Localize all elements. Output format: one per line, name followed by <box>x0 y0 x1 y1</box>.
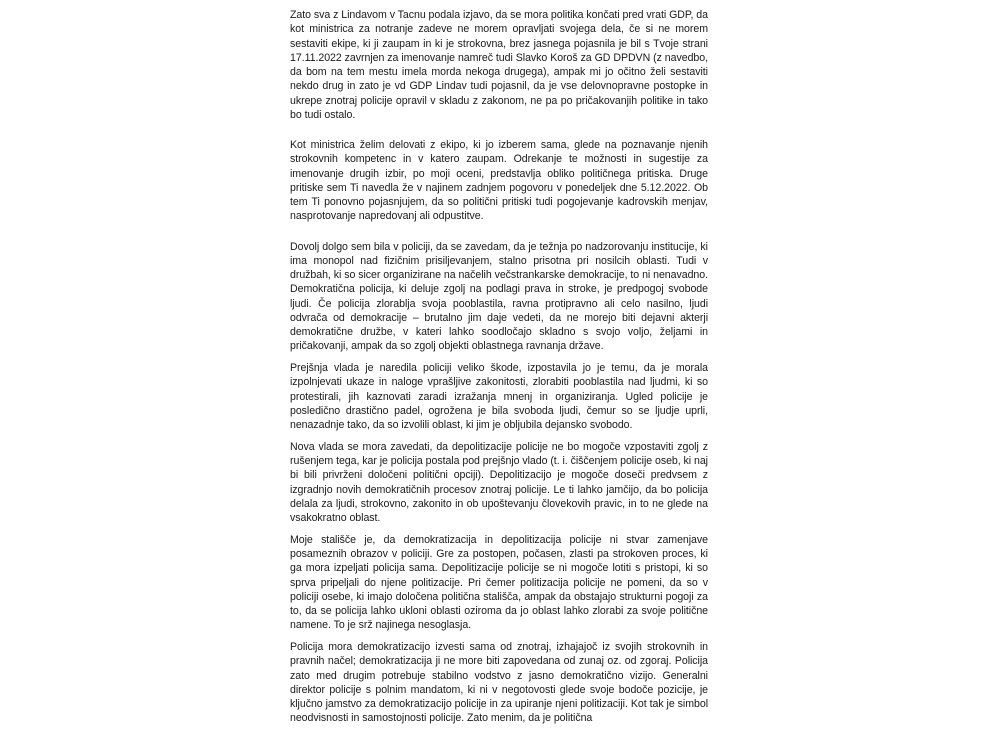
paragraph-5: Nova vlada se mora zavedati, da depolitizacije policije ne bo mogoče vzpostaviti zgolj z rušenjem tega, kar je policija postala pod prejšnjo vlado (t. i. čiščenjem policije oseb, ki naj bi bili privrženi določeni politični opciji). Depolitizacijo je mogoče doseči predvsem z izgradnjo novih demokratičnih procesov znotraj policije. Le ti lahko jamčijo, da bo policija delala za ljudi, strokovno, zakonito in ob upoštevanju človekovih pravic, in to ne glede na vsakokratno oblast. <box>290 440 708 524</box>
letter-body <box>290 8 708 733</box>
paragraph-1: Zato sva z Lindavom v Tacnu podala izjavo, da se mora politika končati pred vrati GDP, da kot ministrica za notranje zadeve ne morem opravljati svojega dela, če si ne morem sestaviti ekipe, ki ji zaupam in ki je strokovna, brez jasnega pojasnila je bil s Tvoje strani 17.11.2022 zavrnjen za imenovanje namreč tudi Slavko Koroš za GD DPDVN (z navedbo, da bom na tem mestu imela morda nekoga drugega), ampak mi jo očitno želi sestaviti nekdo drug in zato je vd GDP Lindav tudi pojasnil, da je vse delovnopravne postopke in ukrepe znotraj policije opravil v skladu z zakonom, ne pa po pričakovanjih politike in tako bo tudi ostalo. <box>290 9 708 121</box>
paragraph-3: Dovolj dolgo sem bila v policiji, da se zavedam, da je težnja po nadzorovanju institucije, ki ima monopol nad fizičnim prisiljevanjem, stalno prisotna pri nosilcih oblasti. Tudi v družbah, ki so sicer organizirane na načelih večstrankarske demokracije, to ni nenavadno. Demokratična policija, ki deluje zgolj na podlagi prava in stroke, je predpogoj svobode ljudi. Če policija zlorablja svoja pooblastila, ravna protipravno ali celo nasilno, ljudi odvrača od demokracije – brutalno jim daje vedeti, da ne morejo biti dejavni akterji demokratične družbe, v kateri lahko soodločajo skladno s svojo voljo, željami in pričakovanji, ampak da so zgolj objekti oblastnega ravnanja države. <box>290 240 708 353</box>
paragraph-7: Policija mora demokratizacijo izvesti sama od znotraj, izhajajoč iz svojih strokovnih in pravnih načel; demokratizacija ji ne more biti zapovedana od zunaj oz. od zgoraj. Policija zato med drugim potrebuje stabilno vodstvo z jasno demokratično vizijo. Generalni direktor policije s polnim mandatom, ki ni v negotovosti glede svoje bodoče pozicije, je ključno jamstvo za demokratizacijo policije in za upiranje njeni politizaciji. Kot tak je simbol neodvisnosti in samostojnosti policije. Zato menim, da je politična <box>290 641 708 725</box>
paragraph-6: Moje stališče je, da demokratizacija in depolitizacija policije ni stvar zamenjave posameznih obrazov v policiji. Gre za postopen, počasen, zlasti pa strokoven proces, ki ga mora izpeljati policija sama. Depolitizacije policije se ni mogoče lotiti s pristopi, ki so sprva pripeljali do njene politizacije. Pri čemer politizacija policije ne pomeni, da so v policiji osebe, ki imajo določena politična stališča, ampak da obstajajo strukturni pogoji za to, da se policija lahko ukloni oblasti oziroma da jo oblast lahko zlorabi za svoje politične namene. To je srž najinega nesoglasja. <box>290 533 708 632</box>
paragraph-4: Prejšnja vlada je naredila policiji veliko škode, izpostavila jo je temu, da je morala izpolnjevati ukaze in naloge vprašljive zakonitosti, zlorabiti pooblastila nad ljudmi, ki so protestirali, jih kaznovati zaradi izražanja mnenj in organiziranja. Ugled policije je posledično drastično padel, ogrožena je bila svoboda ljudi, čemur so se ljudje uprli, nenazadnje tako, da so izvolili oblast, ki jim je obljubila dejansko svobodo. <box>290 362 708 431</box>
paragraph-2: Kot ministrica želim delovati z ekipo, ki jo izberem sama, glede na poznavanje njenih strokovnih kompetenc in v katero zaupam. Odrekanje te možnosti in sugestije za imenovanje drugih izbir, po moji oceni, predstavlja obliko političnega pritiska. Druge pritiske sem Ti navedla že v najinem zadnjem pogovoru v ponedeljek dne 5.12.2022. Ob tem Ti ponovno pojasnjujem, da so politični pritiski tudi pogojevanje kadrovskih menjav, nasprotovanje napredovanj ali odpustitve. <box>290 139 708 223</box>
